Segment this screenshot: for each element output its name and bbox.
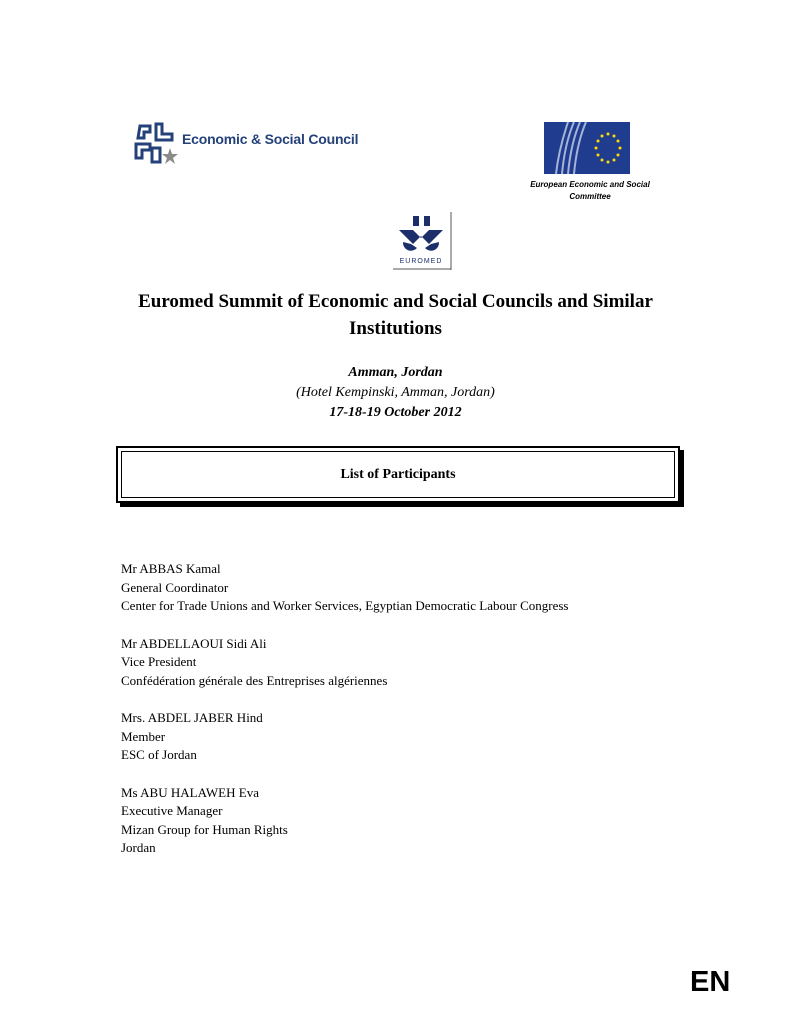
euromed-logo — [393, 212, 453, 272]
participant-organization: Mizan Group for Human Rights — [121, 821, 288, 837]
participant-role: Vice President — [121, 654, 197, 669]
participant-organization: Center for Trade Unions and Worker Services, Egyptian Democratic Labour Congress — [121, 598, 569, 613]
participant-entry — [121, 709, 721, 765]
participant-name: Mrs. ABDEL JABER Hind — [121, 710, 263, 725]
participant-role: General Coordinator — [121, 579, 229, 595]
participant-entry — [121, 784, 721, 858]
eesc-logo — [510, 122, 660, 204]
participant-name: Mr ABDELLAOUI Sidi Ali — [121, 635, 267, 651]
participant-name: Mr ABBAS Kamal — [121, 561, 221, 576]
heading-inner-frame — [121, 451, 675, 498]
section-heading: List of Participants — [340, 466, 456, 482]
event-venue: (Hotel Kempinski, Amman, Jordan) — [296, 385, 495, 400]
participant-role: Executive Manager — [121, 803, 223, 818]
esc-logo-text: Economic & Social Council — [182, 131, 359, 147]
participant-list — [121, 560, 721, 877]
esc-logo — [132, 120, 359, 170]
event-location: Amman, Jordan — [348, 365, 443, 380]
euromed-label: EUROMED — [399, 258, 443, 265]
section-heading-box — [116, 446, 680, 503]
document-title: Euromed Summit of Economic and Social Councils and Similar Institutions — [138, 291, 653, 339]
participant-organization: Confédération générale des Entreprises algériennes — [121, 672, 388, 688]
language-code: EN — [690, 966, 731, 998]
participant-country: Jordan — [121, 840, 156, 855]
eesc-caption: European Economic and Social Committee — [530, 180, 650, 201]
participant-entry — [121, 635, 721, 691]
participant-organization: ESC of Jordan — [121, 747, 197, 762]
participant-role: Member — [121, 728, 166, 744]
esc-emblem-icon — [132, 120, 180, 168]
eu-flag-icon — [544, 122, 630, 174]
participant-entry — [121, 560, 721, 616]
participant-name: Ms ABU HALAWEH Eva — [121, 784, 259, 800]
event-dates: 17-18-19 October 2012 — [329, 405, 462, 420]
